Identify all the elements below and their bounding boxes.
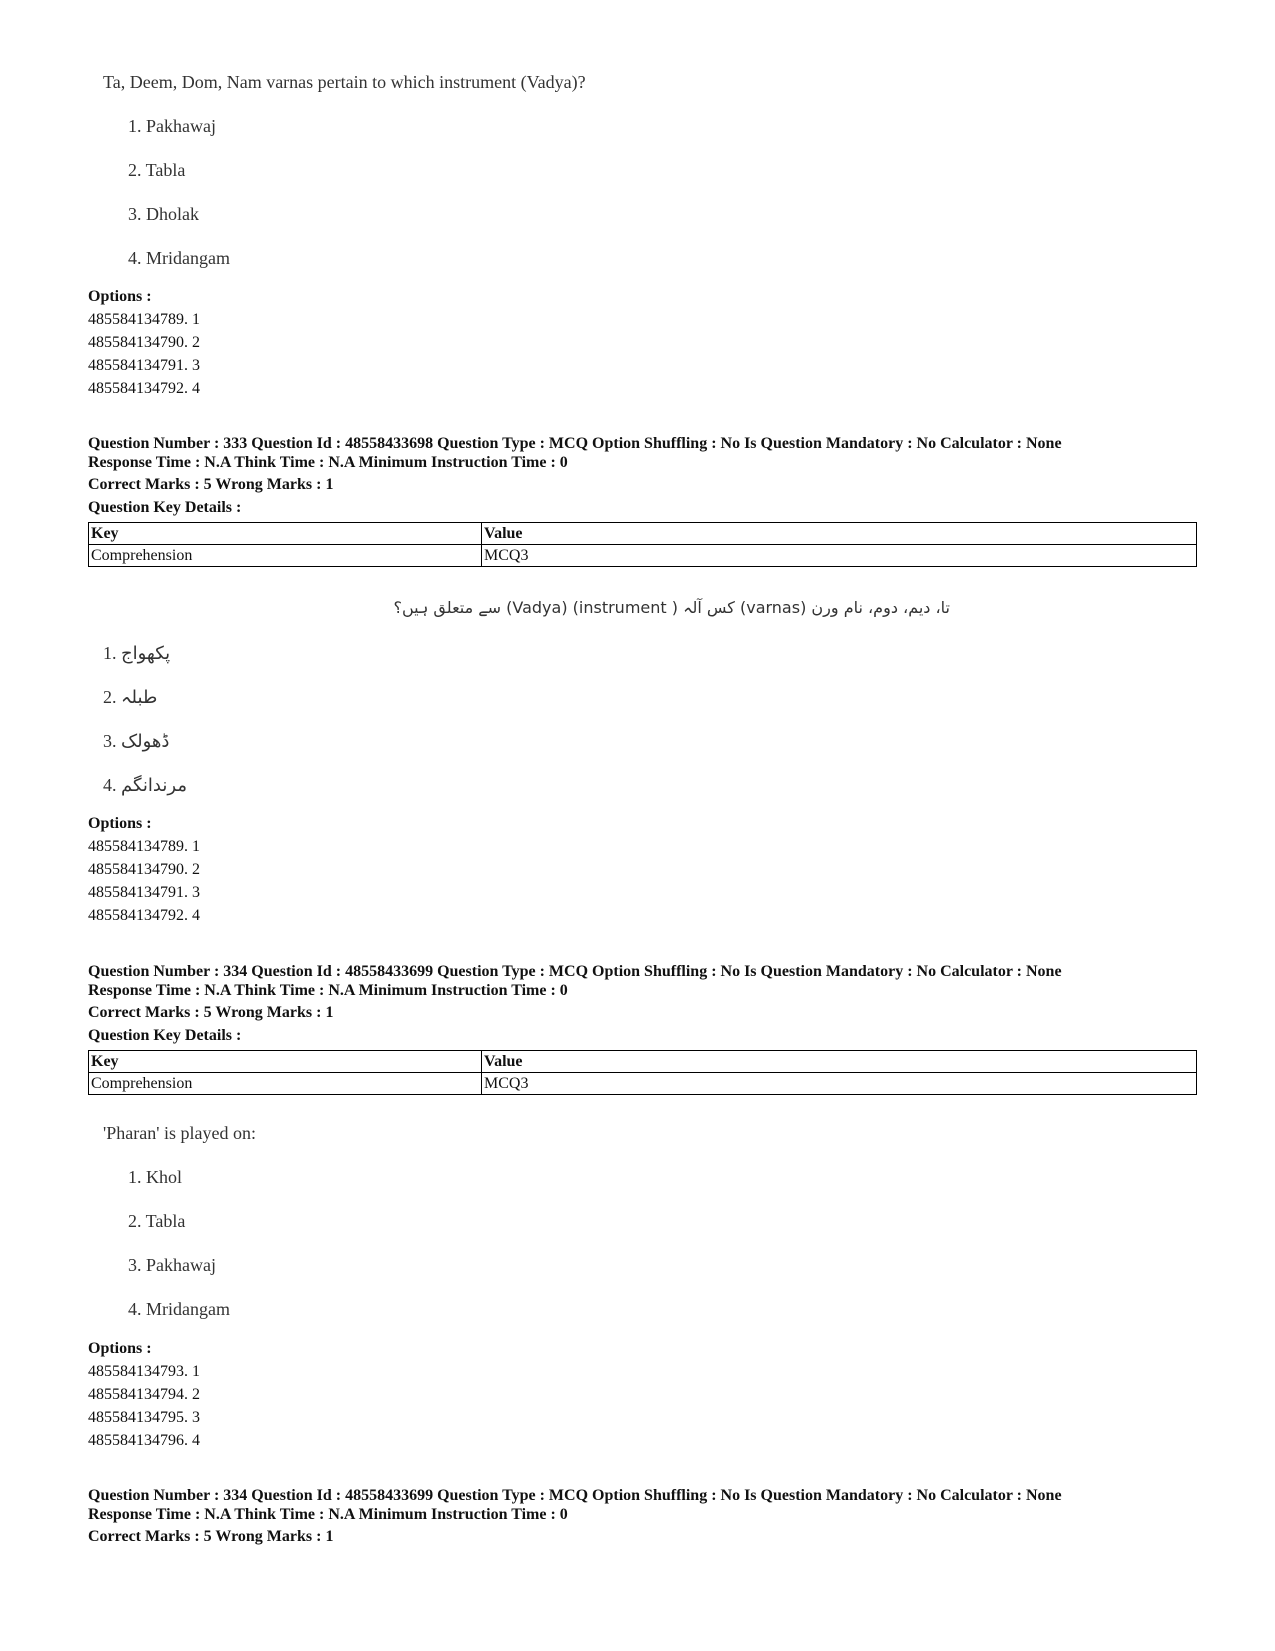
options-label: Options : (88, 288, 152, 305)
option-id-3: 485584134795. 3 (88, 1409, 200, 1426)
choice-text: طبلہ (121, 687, 158, 708)
choice-3: 3. Dholak (128, 204, 199, 224)
choice-4: 4. Mridangam (128, 1299, 230, 1319)
option-id-1: 485584134793. 1 (88, 1363, 200, 1380)
choice-text: ڈھولک (121, 731, 170, 752)
urdu-choice-4 (103, 775, 187, 796)
question-meta-line1: Question Number : 334 Question Id : 48558433699 Question Type : MCQ Option Shuffling : No Is Question Mandatory : No Calculator : None (88, 1487, 1062, 1504)
question-text-urdu: تا، دیم، دوم، نام ورن (varnas) کس آلہ ( instrument) (Vadya) سے متعلق ہیں؟ (393, 598, 950, 617)
marks-line: Correct Marks : 5 Wrong Marks : 1 (88, 476, 334, 493)
options-label: Options : (88, 1340, 152, 1357)
choice-1: 1. Pakhawaj (128, 116, 216, 136)
choice-text: مرندانگم (121, 775, 187, 796)
option-id-1: 485584134789. 1 (88, 311, 200, 328)
urdu-choice-2 (103, 687, 157, 708)
option-id-2: 485584134794. 2 (88, 1386, 200, 1403)
table-row (89, 545, 1197, 567)
urdu-choice-1 (103, 643, 170, 664)
key-details-table (88, 1050, 1197, 1095)
choice-1: 1. Khol (128, 1167, 182, 1187)
key-details-table (88, 522, 1197, 567)
option-id-4: 485584134796. 4 (88, 1432, 200, 1449)
choice-number: 3. (103, 731, 117, 751)
question-text: 'Pharan' is played on: (103, 1123, 256, 1143)
option-id-1: 485584134789. 1 (88, 838, 200, 855)
table-header-value: Value (482, 1051, 1197, 1073)
option-id-3: 485584134791. 3 (88, 884, 200, 901)
option-id-2: 485584134790. 2 (88, 861, 200, 878)
options-label: Options : (88, 815, 152, 832)
table-header-row (89, 523, 1197, 545)
option-id-4: 485584134792. 4 (88, 380, 200, 397)
table-header-row (89, 1051, 1197, 1073)
table-row (89, 1073, 1197, 1095)
table-cell-value: MCQ3 (482, 545, 1197, 567)
choice-4: 4. Mridangam (128, 248, 230, 268)
choice-3: 3. Pakhawaj (128, 1255, 216, 1275)
option-id-3: 485584134791. 3 (88, 357, 200, 374)
question-meta-line2: Response Time : N.A Think Time : N.A Minimum Instruction Time : 0 (88, 1506, 568, 1523)
table-cell-key: Comprehension (89, 545, 482, 567)
table-cell-key: Comprehension (89, 1073, 482, 1095)
option-id-2: 485584134790. 2 (88, 334, 200, 351)
urdu-choice-3 (103, 731, 169, 752)
question-meta-line2: Response Time : N.A Think Time : N.A Minimum Instruction Time : 0 (88, 982, 568, 999)
choice-number: 4. (103, 775, 117, 795)
choice-2: 2. Tabla (128, 160, 186, 180)
table-header-value: Value (482, 523, 1197, 545)
key-details-label: Question Key Details : (88, 499, 242, 516)
question-meta-line2: Response Time : N.A Think Time : N.A Minimum Instruction Time : 0 (88, 454, 568, 471)
choice-2: 2. Tabla (128, 1211, 186, 1231)
marks-line: Correct Marks : 5 Wrong Marks : 1 (88, 1528, 334, 1545)
choice-number: 2. (103, 687, 117, 707)
key-details-label: Question Key Details : (88, 1027, 242, 1044)
table-cell-value: MCQ3 (482, 1073, 1197, 1095)
question-text: Ta, Deem, Dom, Nam varnas pertain to which instrument (Vadya)? (103, 72, 586, 92)
choice-text: پکھواج (121, 643, 171, 664)
table-header-key: Key (89, 523, 482, 545)
question-meta-line1: Question Number : 333 Question Id : 48558433698 Question Type : MCQ Option Shuffling : No Is Question Mandatory : No Calculator : None (88, 435, 1062, 452)
choice-number: 1. (103, 643, 117, 663)
option-id-4: 485584134792. 4 (88, 907, 200, 924)
question-meta-line1: Question Number : 334 Question Id : 48558433699 Question Type : MCQ Option Shuffling : No Is Question Mandatory : No Calculator : None (88, 963, 1062, 980)
marks-line: Correct Marks : 5 Wrong Marks : 1 (88, 1004, 334, 1021)
table-header-key: Key (89, 1051, 482, 1073)
